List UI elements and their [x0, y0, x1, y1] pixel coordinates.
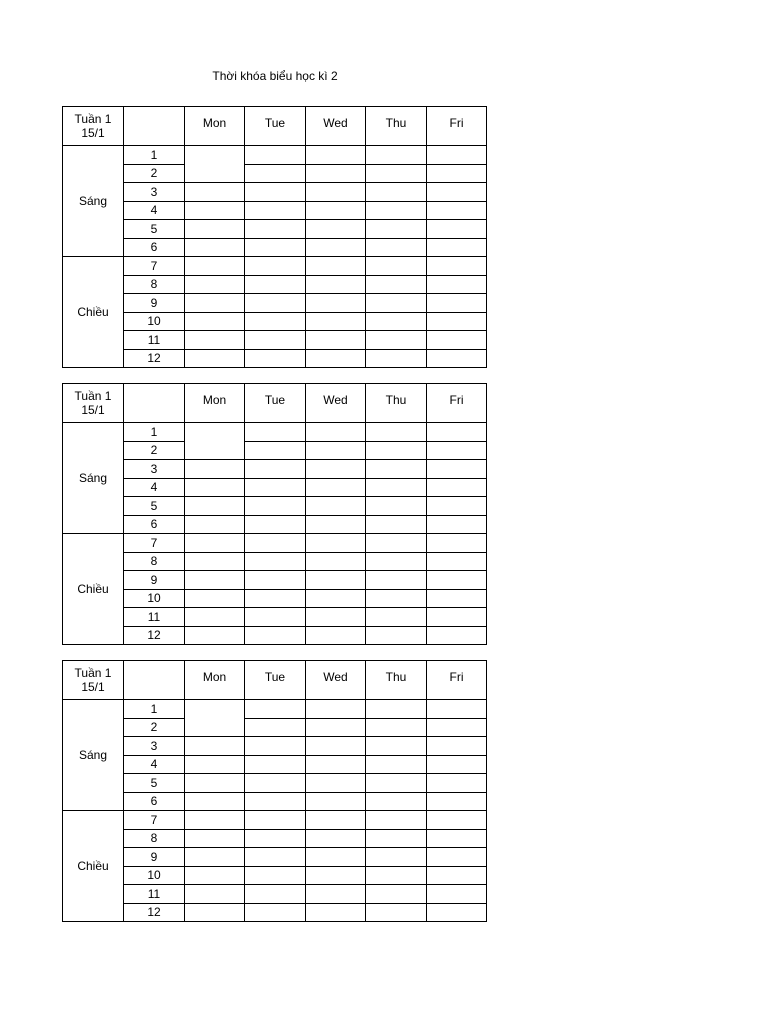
week-date: 15/1 [81, 680, 105, 694]
schedule-cell[interactable] [427, 700, 487, 719]
period-row [63, 571, 487, 590]
period-number: 9 [124, 571, 185, 590]
schedule-cell[interactable] [245, 515, 306, 534]
week-cell [63, 661, 124, 700]
schedule-cell[interactable] [185, 183, 245, 202]
period-number: 3 [124, 460, 185, 479]
period-number: 7 [124, 534, 185, 553]
period-row [63, 626, 487, 645]
schedule-cell[interactable] [427, 441, 487, 460]
schedule-cell[interactable] [366, 257, 427, 276]
schedule-cell[interactable] [366, 552, 427, 571]
schedule-cell[interactable] [306, 478, 366, 497]
schedule-cell[interactable] [245, 497, 306, 516]
period-row [63, 718, 487, 737]
schedule-cell[interactable] [245, 589, 306, 608]
schedule-cell[interactable] [245, 829, 306, 848]
schedule-cell[interactable] [427, 220, 487, 239]
week-date: 15/1 [81, 403, 105, 417]
period-row [63, 201, 487, 220]
schedule-cell[interactable] [245, 700, 306, 719]
week-date: 15/1 [81, 126, 105, 140]
period-header-blank [124, 107, 185, 146]
schedule-cell[interactable] [245, 460, 306, 479]
period-number: 5 [124, 220, 185, 239]
period-row [63, 238, 487, 257]
schedule-cell[interactable] [366, 885, 427, 904]
period-row [63, 312, 487, 331]
header-row [63, 384, 487, 423]
period-row [63, 552, 487, 571]
period-number: 7 [124, 811, 185, 830]
day-header-wed: Wed [306, 107, 366, 146]
schedule-cell[interactable] [306, 848, 366, 867]
schedule-table [62, 106, 487, 368]
schedule-cell[interactable] [427, 829, 487, 848]
schedule-cell[interactable] [185, 755, 245, 774]
schedule-cell[interactable] [366, 220, 427, 239]
schedule-cell[interactable] [245, 201, 306, 220]
day-header-thu: Thu [366, 107, 427, 146]
schedule-cell[interactable] [245, 238, 306, 257]
period-number: 11 [124, 885, 185, 904]
schedule-cell[interactable] [185, 294, 245, 313]
schedule-cell[interactable] [245, 626, 306, 645]
day-header-tue: Tue [245, 661, 306, 700]
schedule-cell[interactable] [427, 626, 487, 645]
day-header-fri: Fri [427, 384, 487, 423]
schedule-cell[interactable] [185, 257, 245, 276]
schedule-cell[interactable] [245, 552, 306, 571]
period-row [63, 534, 487, 553]
schedule-cell[interactable] [245, 257, 306, 276]
schedule-cell[interactable] [306, 423, 366, 442]
schedule-cell-merged[interactable] [185, 146, 245, 183]
schedule-cell[interactable] [245, 312, 306, 331]
period-row [63, 183, 487, 202]
schedule-cell[interactable] [306, 774, 366, 793]
period-row [63, 349, 487, 368]
week-cell [63, 384, 124, 423]
period-number: 9 [124, 294, 185, 313]
period-row [63, 478, 487, 497]
period-number: 4 [124, 478, 185, 497]
day-header-tue: Tue [245, 107, 306, 146]
schedule-cell[interactable] [185, 515, 245, 534]
schedule-cell[interactable] [366, 331, 427, 350]
schedule-cell[interactable] [366, 811, 427, 830]
day-header-fri: Fri [427, 107, 487, 146]
schedule-cell[interactable] [366, 497, 427, 516]
schedule-cell[interactable] [427, 349, 487, 368]
schedule-cell[interactable] [366, 718, 427, 737]
schedule-cell[interactable] [427, 552, 487, 571]
schedule-cell[interactable] [427, 183, 487, 202]
schedule-cell[interactable] [366, 534, 427, 553]
session-label: Sáng [63, 423, 124, 534]
schedule-cell[interactable] [245, 331, 306, 350]
period-number: 8 [124, 829, 185, 848]
period-row [63, 755, 487, 774]
period-number: 6 [124, 238, 185, 257]
schedule-cell[interactable] [366, 755, 427, 774]
period-row [63, 811, 487, 830]
schedule-cell[interactable] [366, 515, 427, 534]
day-header-fri: Fri [427, 661, 487, 700]
schedule-cell[interactable] [427, 774, 487, 793]
week-label: Tuần 1 [74, 112, 112, 126]
schedule-cell[interactable] [427, 238, 487, 257]
period-row [63, 331, 487, 350]
period-row [63, 589, 487, 608]
period-number: 5 [124, 774, 185, 793]
schedule-cell[interactable] [366, 201, 427, 220]
schedule-cell[interactable] [185, 737, 245, 756]
day-header-mon: Mon [185, 661, 245, 700]
schedule-cell[interactable] [366, 183, 427, 202]
period-number: 8 [124, 275, 185, 294]
day-header-wed: Wed [306, 661, 366, 700]
schedule-cell[interactable] [185, 866, 245, 885]
period-number: 12 [124, 349, 185, 368]
schedule-cell[interactable] [185, 552, 245, 571]
period-row [63, 885, 487, 904]
schedule-cell[interactable] [306, 903, 366, 922]
schedule-cell[interactable] [245, 534, 306, 553]
period-number: 6 [124, 515, 185, 534]
schedule-cell[interactable] [366, 700, 427, 719]
session-label: Chiều [63, 257, 124, 368]
schedule-cell[interactable] [185, 774, 245, 793]
schedule-cell[interactable] [427, 201, 487, 220]
page-title: Thời khóa biểu học kì 2 [212, 69, 338, 83]
schedule-cell[interactable] [306, 552, 366, 571]
schedule-cell[interactable] [306, 866, 366, 885]
schedule-cell[interactable] [427, 811, 487, 830]
schedule-cell[interactable] [306, 589, 366, 608]
schedule-cell[interactable] [306, 201, 366, 220]
schedule-cell[interactable] [185, 460, 245, 479]
schedule-cell[interactable] [427, 848, 487, 867]
period-number: 9 [124, 848, 185, 867]
schedule-cell[interactable] [427, 164, 487, 183]
schedule-cell[interactable] [427, 737, 487, 756]
session-label: Chiều [63, 534, 124, 645]
schedule-cell[interactable] [185, 478, 245, 497]
period-number: 3 [124, 183, 185, 202]
schedule-cell[interactable] [366, 238, 427, 257]
schedule-cell[interactable] [185, 811, 245, 830]
schedule-cell[interactable] [366, 146, 427, 165]
period-number: 6 [124, 792, 185, 811]
schedule-cell[interactable] [366, 774, 427, 793]
session-label: Sáng [63, 700, 124, 811]
schedule-cell[interactable] [306, 331, 366, 350]
schedule-cell[interactable] [306, 534, 366, 553]
schedule-cell[interactable] [185, 497, 245, 516]
period-row [63, 515, 487, 534]
period-number: 12 [124, 903, 185, 922]
schedule-cell[interactable] [185, 792, 245, 811]
period-number: 2 [124, 718, 185, 737]
period-number: 5 [124, 497, 185, 516]
schedule-cell[interactable] [366, 571, 427, 590]
schedule-cell[interactable] [185, 238, 245, 257]
schedule-cell[interactable] [427, 275, 487, 294]
schedule-cell[interactable] [306, 146, 366, 165]
schedule-cell[interactable] [427, 885, 487, 904]
period-row [63, 903, 487, 922]
schedule-cell[interactable] [185, 903, 245, 922]
schedule-cell[interactable] [427, 608, 487, 627]
day-header-thu: Thu [366, 384, 427, 423]
schedule-cell[interactable] [245, 220, 306, 239]
schedule-cell[interactable] [185, 312, 245, 331]
schedule-cell[interactable] [245, 718, 306, 737]
schedule-cell[interactable] [185, 275, 245, 294]
schedule-cell[interactable] [185, 349, 245, 368]
schedule-cell[interactable] [427, 257, 487, 276]
schedule-cell[interactable] [245, 349, 306, 368]
period-number: 10 [124, 866, 185, 885]
header-row [63, 107, 487, 146]
schedule-cell[interactable] [427, 755, 487, 774]
schedule-cell[interactable] [366, 848, 427, 867]
schedule-cell[interactable] [245, 737, 306, 756]
schedule-cell[interactable] [306, 737, 366, 756]
schedule-cell[interactable] [427, 478, 487, 497]
period-number: 10 [124, 589, 185, 608]
schedule-cell[interactable] [306, 885, 366, 904]
day-header-thu: Thu [366, 661, 427, 700]
schedule-cell[interactable] [427, 312, 487, 331]
schedule-cell[interactable] [245, 441, 306, 460]
day-header-wed: Wed [306, 384, 366, 423]
schedule-cell[interactable] [427, 294, 487, 313]
schedule-cell[interactable] [245, 848, 306, 867]
schedule-cell[interactable] [245, 275, 306, 294]
schedule-cell[interactable] [427, 534, 487, 553]
period-row [63, 294, 487, 313]
schedule-cell[interactable] [245, 183, 306, 202]
schedule-cell[interactable] [427, 423, 487, 442]
period-number: 12 [124, 626, 185, 645]
schedule-cell[interactable] [366, 349, 427, 368]
period-row [63, 275, 487, 294]
schedule-cell-merged[interactable] [185, 423, 245, 460]
schedule-cell[interactable] [245, 423, 306, 442]
schedule-cell[interactable] [245, 146, 306, 165]
period-row [63, 497, 487, 516]
schedule-cell[interactable] [245, 885, 306, 904]
schedule-cell[interactable] [366, 737, 427, 756]
period-header-blank [124, 384, 185, 423]
day-header-mon: Mon [185, 107, 245, 146]
schedule-cell[interactable] [306, 626, 366, 645]
schedule-cell[interactable] [366, 903, 427, 922]
period-row [63, 146, 487, 165]
schedule-cell[interactable] [185, 848, 245, 867]
period-row [63, 164, 487, 183]
schedule-cell[interactable] [306, 755, 366, 774]
schedule-cell[interactable] [427, 903, 487, 922]
schedule-cell[interactable] [306, 608, 366, 627]
period-number: 4 [124, 755, 185, 774]
period-number: 2 [124, 164, 185, 183]
period-row [63, 460, 487, 479]
session-label: Sáng [63, 146, 124, 257]
schedule-cell[interactable] [427, 792, 487, 811]
period-number: 11 [124, 608, 185, 627]
schedule-cell-merged[interactable] [185, 700, 245, 737]
schedule-cell[interactable] [245, 478, 306, 497]
day-header-tue: Tue [245, 384, 306, 423]
schedule-cell[interactable] [427, 146, 487, 165]
schedule-cell[interactable] [366, 423, 427, 442]
period-number: 4 [124, 201, 185, 220]
period-row [63, 866, 487, 885]
schedule-cell[interactable] [245, 811, 306, 830]
schedule-cell[interactable] [306, 829, 366, 848]
schedule-cell[interactable] [306, 441, 366, 460]
schedule-cell[interactable] [306, 700, 366, 719]
period-row [63, 774, 487, 793]
schedule-cell[interactable] [306, 718, 366, 737]
schedule-cell[interactable] [306, 349, 366, 368]
schedule-cell[interactable] [427, 589, 487, 608]
schedule-cell[interactable] [366, 608, 427, 627]
schedule-cell[interactable] [245, 294, 306, 313]
schedule-cell[interactable] [427, 331, 487, 350]
period-number: 1 [124, 700, 185, 719]
schedule-cell[interactable] [427, 866, 487, 885]
period-row [63, 848, 487, 867]
schedule-table [62, 383, 487, 645]
schedule-cell[interactable] [366, 478, 427, 497]
schedule-cell[interactable] [245, 774, 306, 793]
schedule-cell[interactable] [366, 275, 427, 294]
schedule-cell[interactable] [306, 460, 366, 479]
schedule-cell[interactable] [245, 755, 306, 774]
schedule-cell[interactable] [306, 238, 366, 257]
schedule-cell[interactable] [366, 294, 427, 313]
schedule-cell[interactable] [366, 164, 427, 183]
period-number: 3 [124, 737, 185, 756]
period-number: 7 [124, 257, 185, 276]
schedule-cell[interactable] [306, 571, 366, 590]
schedule-cell[interactable] [366, 792, 427, 811]
schedule-cell[interactable] [245, 903, 306, 922]
schedule-cell[interactable] [306, 183, 366, 202]
schedule-cell[interactable] [306, 164, 366, 183]
day-header-mon: Mon [185, 384, 245, 423]
schedule-cell[interactable] [185, 201, 245, 220]
period-number: 11 [124, 331, 185, 350]
schedule-cell[interactable] [306, 792, 366, 811]
period-row [63, 829, 487, 848]
period-row [63, 608, 487, 627]
schedule-cell[interactable] [185, 626, 245, 645]
period-number: 1 [124, 423, 185, 442]
schedule-cell[interactable] [306, 312, 366, 331]
schedule-cell[interactable] [306, 275, 366, 294]
schedule-cell[interactable] [185, 589, 245, 608]
schedule-cell[interactable] [366, 589, 427, 608]
schedule-cell[interactable] [427, 571, 487, 590]
period-row [63, 220, 487, 239]
period-number: 2 [124, 441, 185, 460]
schedule-cell[interactable] [185, 534, 245, 553]
week-label: Tuần 1 [74, 666, 112, 680]
period-header-blank [124, 661, 185, 700]
schedule-cell[interactable] [366, 312, 427, 331]
period-row [63, 792, 487, 811]
period-number: 1 [124, 146, 185, 165]
header-row [63, 661, 487, 700]
schedule-cell[interactable] [427, 515, 487, 534]
week-label: Tuần 1 [74, 389, 112, 403]
period-row [63, 257, 487, 276]
period-row [63, 441, 487, 460]
week-cell [63, 107, 124, 146]
schedule-cell[interactable] [306, 497, 366, 516]
period-row [63, 737, 487, 756]
period-row [63, 700, 487, 719]
period-number: 8 [124, 552, 185, 571]
schedule-cell[interactable] [427, 497, 487, 516]
schedule-cell[interactable] [185, 608, 245, 627]
session-label: Chiều [63, 811, 124, 922]
schedule-cell[interactable] [306, 257, 366, 276]
schedule-cell[interactable] [185, 885, 245, 904]
schedule-table [62, 660, 487, 922]
schedule-cell[interactable] [427, 718, 487, 737]
schedule-cell[interactable] [366, 441, 427, 460]
schedule-cell[interactable] [366, 460, 427, 479]
schedule-cell[interactable] [366, 626, 427, 645]
schedule-cell[interactable] [245, 164, 306, 183]
period-row [63, 423, 487, 442]
schedule-cell[interactable] [185, 829, 245, 848]
schedule-cell[interactable] [306, 220, 366, 239]
schedule-cell[interactable] [245, 792, 306, 811]
schedule-cell[interactable] [185, 220, 245, 239]
schedule-cell[interactable] [245, 571, 306, 590]
period-number: 10 [124, 312, 185, 331]
schedule-cell[interactable] [185, 331, 245, 350]
schedule-cell[interactable] [306, 294, 366, 313]
schedule-cell[interactable] [245, 608, 306, 627]
schedule-cell[interactable] [306, 811, 366, 830]
schedule-cell[interactable] [427, 460, 487, 479]
schedule-cell[interactable] [366, 866, 427, 885]
schedule-cell[interactable] [245, 866, 306, 885]
schedule-cell[interactable] [185, 571, 245, 590]
schedule-cell[interactable] [306, 515, 366, 534]
schedule-cell[interactable] [366, 829, 427, 848]
